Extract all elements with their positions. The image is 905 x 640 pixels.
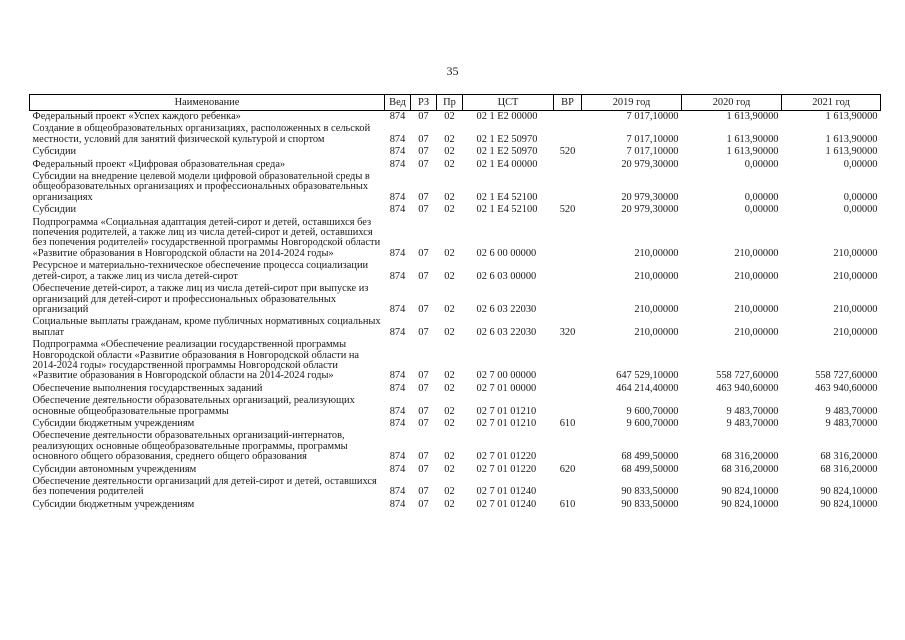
cell-ved: 874 [389, 451, 406, 463]
cell-2021: 210,00000 [833, 247, 878, 259]
cell-cst: 02 7 01 01240 [476, 498, 537, 510]
cell-2021: 1 613,90000 [825, 146, 878, 158]
cell-2021: 210,00000 [833, 326, 878, 338]
table-row [30, 316, 881, 339]
cell-name: Обеспечение детей-сирот, а также лиц из числа детей-сирот при выпуске из организаций для детей-сирот и профессиональных образовательных организаций [32, 283, 369, 315]
cell-2019: 90 833,50000 [621, 498, 679, 510]
cell-vr [554, 339, 582, 383]
cell-name: Обеспечение деятельности организаций для детей-сирот и детей, оставшихся без попечения родителей [32, 476, 377, 498]
cell-2021: 0,00000 [843, 191, 878, 203]
cell-2020: 1 613,90000 [726, 133, 779, 145]
table-row [30, 111, 881, 124]
cell-ved: 874 [389, 247, 406, 259]
cell-pr: 02 [444, 405, 455, 417]
cell-2020: 1 613,90000 [726, 111, 779, 122]
cell-pr: 02 [444, 463, 455, 475]
cell-ved: 874 [389, 370, 406, 382]
cell-ved: 874 [389, 498, 406, 510]
cell-vr [554, 171, 582, 204]
cell-2021: 90 824,10000 [820, 498, 878, 510]
cell-rz: 07 [418, 463, 429, 475]
cell-2019: 647 529,10000 [616, 370, 679, 382]
cell-pr: 02 [444, 370, 455, 382]
cell-2020: 0,00000 [744, 191, 779, 203]
cell-name: Федеральный проект «Цифровая образовательная среда» [32, 158, 286, 170]
header-2019: 2019 год [582, 95, 682, 111]
cell-2020: 68 316,20000 [721, 451, 779, 463]
cell-2020: 9 483,70000 [726, 405, 779, 417]
cell-2021: 0,00000 [843, 158, 878, 170]
cell-name: Субсидии на внедрение целевой модели цифровой образовательной среды в общеобразовательных организациях и профессиональных образовательных организациях [32, 171, 370, 203]
cell-2019: 9 600,70000 [626, 405, 679, 417]
cell-vr: 520 [559, 204, 576, 216]
table-row [30, 395, 881, 418]
cell-rz: 07 [418, 158, 429, 170]
cell-2021: 558 727,60000 [815, 370, 878, 382]
cell-rz: 07 [418, 405, 429, 417]
cell-2020: 558 727,60000 [716, 370, 779, 382]
cell-2021: 210,00000 [833, 270, 878, 282]
cell-pr: 02 [444, 303, 455, 315]
table-row [30, 146, 881, 158]
header-vr: ВР [554, 95, 582, 111]
header-ved: Вед [385, 95, 411, 111]
header-2021: 2021 год [782, 95, 881, 111]
header-name: Наименование [30, 95, 385, 111]
cell-pr: 02 [444, 382, 455, 394]
cell-2020: 210,00000 [734, 326, 779, 338]
table-row [30, 123, 881, 146]
cell-cst: 02 7 01 01240 [476, 486, 537, 498]
cell-2021: 9 483,70000 [825, 417, 878, 429]
cell-2021: 1 613,90000 [825, 111, 878, 122]
table-row [30, 476, 881, 499]
cell-cst: 02 6 03 22030 [476, 326, 537, 338]
cell-rz: 07 [418, 417, 429, 429]
cell-2019: 210,00000 [634, 303, 679, 315]
cell-name: Подпрограмма «Социальная адаптация детей-сирот и детей, оставшихся без попечения родителей, а также лиц из числа детей-сирот и детей, оставшихся без попечения родителей» государственной программы Новгородской области «Развитие образования в Новгородской области на 2014-2024 годы» [32, 216, 381, 259]
cell-2020: 210,00000 [734, 247, 779, 259]
cell-rz: 07 [418, 326, 429, 338]
cell-cst: 02 1 E2 00000 [476, 111, 538, 122]
cell-pr: 02 [444, 247, 455, 259]
cell-name: Создание в общеобразовательных организациях, расположенных в сельской местности, условий для занятий физической культурой и спортом [32, 123, 371, 145]
table-row [30, 204, 881, 216]
cell-ved: 874 [389, 417, 406, 429]
cell-2019: 68 499,50000 [621, 451, 679, 463]
cell-ved: 874 [389, 303, 406, 315]
budget-table [29, 94, 881, 511]
cell-2019: 210,00000 [634, 326, 679, 338]
cell-cst: 02 7 01 00000 [476, 382, 537, 394]
cell-rz: 07 [418, 370, 429, 382]
cell-cst: 02 6 00 00000 [476, 247, 537, 259]
cell-ved: 874 [389, 270, 406, 282]
cell-vr [554, 395, 582, 418]
cell-2020: 0,00000 [744, 204, 779, 216]
cell-rz: 07 [418, 382, 429, 394]
table-row [30, 283, 881, 316]
cell-2019: 20 979,30000 [621, 158, 679, 170]
cell-2019: 20 979,30000 [621, 204, 679, 216]
cell-vr [554, 159, 582, 171]
cell-rz: 07 [418, 303, 429, 315]
cell-2020: 68 316,20000 [721, 463, 779, 475]
cell-pr: 02 [444, 326, 455, 338]
cell-cst: 02 7 01 01220 [476, 463, 537, 475]
cell-name: Субсидии автономным учреждениям [32, 463, 197, 475]
cell-cst: 02 7 01 01210 [476, 417, 537, 429]
cell-name: Субсидии [32, 204, 77, 216]
cell-ved: 874 [389, 158, 406, 170]
cell-name: Социальные выплаты гражданам, кроме публичных нормативных социальных выплат [32, 316, 381, 338]
cell-ved: 874 [389, 382, 406, 394]
cell-rz: 07 [418, 191, 429, 203]
cell-pr: 02 [444, 191, 455, 203]
table-row [30, 217, 881, 261]
cell-pr: 02 [444, 270, 455, 282]
cell-vr: 610 [559, 417, 576, 429]
cell-ved: 874 [389, 111, 406, 122]
cell-pr: 02 [444, 486, 455, 498]
cell-2019: 20 979,30000 [621, 191, 679, 203]
table-header-row [30, 95, 881, 111]
cell-name: Субсидии бюджетным учреждениям [32, 498, 195, 510]
cell-cst: 02 6 03 22030 [476, 303, 537, 315]
cell-2021: 0,00000 [843, 204, 878, 216]
cell-2019: 210,00000 [634, 247, 679, 259]
table-row [30, 418, 881, 430]
table-row [30, 464, 881, 476]
cell-2021: 463 940,60000 [815, 382, 878, 394]
cell-2020: 90 824,10000 [721, 498, 779, 510]
cell-vr [554, 283, 582, 316]
header-pr: Пр [437, 95, 463, 111]
cell-name: Субсидии бюджетным учреждениям [32, 417, 195, 429]
table-row [30, 430, 881, 463]
cell-name: Подпрограмма «Обеспечение реализации государственной программы Новгородской области «Развитие образования в Новгородской области на 2014-2024 годы» государственной программы Новгородской области «Развитие образования в Новгородской области на 2014-2024 годы» [32, 339, 360, 382]
cell-2019: 90 833,50000 [621, 486, 679, 498]
cell-pr: 02 [444, 146, 455, 158]
cell-2019: 7 017,10000 [626, 146, 679, 158]
cell-cst: 02 7 01 01210 [476, 405, 537, 417]
cell-2019: 7 017,10000 [626, 133, 679, 145]
cell-cst: 02 1 E4 00000 [476, 158, 538, 170]
cell-rz: 07 [418, 146, 429, 158]
cell-ved: 874 [389, 204, 406, 216]
cell-name: Обеспечение деятельности образовательных организаций, реализующих основные общеобразовательные программы [32, 395, 355, 417]
cell-cst: 02 7 01 01220 [476, 451, 537, 463]
cell-name: Федеральный проект «Успех каждого ребенка» [32, 111, 241, 122]
header-cst: ЦСТ [463, 95, 554, 111]
cell-pr: 02 [444, 204, 455, 216]
page-number: 35 [446, 64, 459, 78]
cell-vr [554, 476, 582, 499]
cell-pr: 02 [444, 498, 455, 510]
cell-vr [554, 123, 582, 146]
cell-cst: 02 1 E4 52100 [476, 204, 538, 216]
cell-pr: 02 [444, 158, 455, 170]
cell-2020: 1 613,90000 [726, 146, 779, 158]
table-row [30, 171, 881, 204]
cell-pr: 02 [444, 417, 455, 429]
cell-2021: 68 316,20000 [820, 463, 878, 475]
cell-rz: 07 [418, 133, 429, 145]
cell-pr: 02 [444, 133, 455, 145]
cell-vr [554, 260, 582, 283]
cell-name: Обеспечение выполнения государственных заданий [32, 382, 263, 394]
cell-vr [554, 430, 582, 463]
cell-vr [554, 111, 582, 124]
cell-2020: 90 824,10000 [721, 486, 779, 498]
cell-2021: 210,00000 [833, 303, 878, 315]
table-row [30, 159, 881, 171]
cell-vr: 620 [559, 463, 576, 475]
cell-cst: 02 1 E4 52100 [476, 191, 538, 203]
cell-ved: 874 [389, 405, 406, 417]
header-rz: РЗ [411, 95, 437, 111]
cell-ved: 874 [389, 463, 406, 475]
table-row [30, 499, 881, 511]
cell-cst: 02 1 E2 50970 [476, 146, 538, 158]
cell-rz: 07 [418, 247, 429, 259]
cell-cst: 02 7 00 00000 [476, 370, 537, 382]
cell-name: Ресурсное и материально-техническое обеспечение процесса социализации детей-сирот, а также лиц из числа детей-сирот [32, 260, 369, 282]
cell-2020: 210,00000 [734, 270, 779, 282]
cell-2019: 7 017,10000 [626, 111, 679, 122]
cell-2021: 68 316,20000 [820, 451, 878, 463]
cell-2019: 68 499,50000 [621, 463, 679, 475]
cell-name: Субсидии [32, 146, 77, 158]
cell-rz: 07 [418, 270, 429, 282]
cell-cst: 02 6 03 00000 [476, 270, 537, 282]
cell-vr: 320 [559, 326, 576, 338]
cell-ved: 874 [389, 326, 406, 338]
cell-ved: 874 [389, 146, 406, 158]
cell-rz: 07 [418, 498, 429, 510]
cell-cst: 02 1 E2 50970 [476, 133, 538, 145]
cell-pr: 02 [444, 451, 455, 463]
cell-ved: 874 [389, 191, 406, 203]
cell-vr [554, 217, 582, 261]
cell-rz: 07 [418, 204, 429, 216]
cell-vr: 610 [559, 498, 576, 510]
cell-rz: 07 [418, 451, 429, 463]
cell-2020: 463 940,60000 [716, 382, 779, 394]
cell-2019: 464 214,40000 [616, 382, 679, 394]
cell-rz: 07 [418, 486, 429, 498]
cell-vr [554, 383, 582, 395]
cell-2020: 9 483,70000 [726, 417, 779, 429]
table-row [30, 383, 881, 395]
cell-2019: 9 600,70000 [626, 417, 679, 429]
cell-2019: 210,00000 [634, 270, 679, 282]
cell-pr: 02 [444, 111, 455, 122]
cell-name: Обеспечение деятельности образовательных организаций-интернатов, реализующих основные общеобразовательные программы, программы основного общего образования, среднего общего образования [32, 430, 348, 463]
cell-2020: 210,00000 [734, 303, 779, 315]
cell-rz: 07 [418, 111, 429, 122]
cell-vr: 520 [559, 146, 576, 158]
cell-2021: 90 824,10000 [820, 486, 878, 498]
table-row [30, 339, 881, 383]
cell-2021: 1 613,90000 [825, 133, 878, 145]
cell-ved: 874 [389, 486, 406, 498]
header-2020: 2020 год [682, 95, 782, 111]
cell-2020: 0,00000 [744, 158, 779, 170]
table-row [30, 260, 881, 283]
cell-ved: 874 [389, 133, 406, 145]
cell-2021: 9 483,70000 [825, 405, 878, 417]
